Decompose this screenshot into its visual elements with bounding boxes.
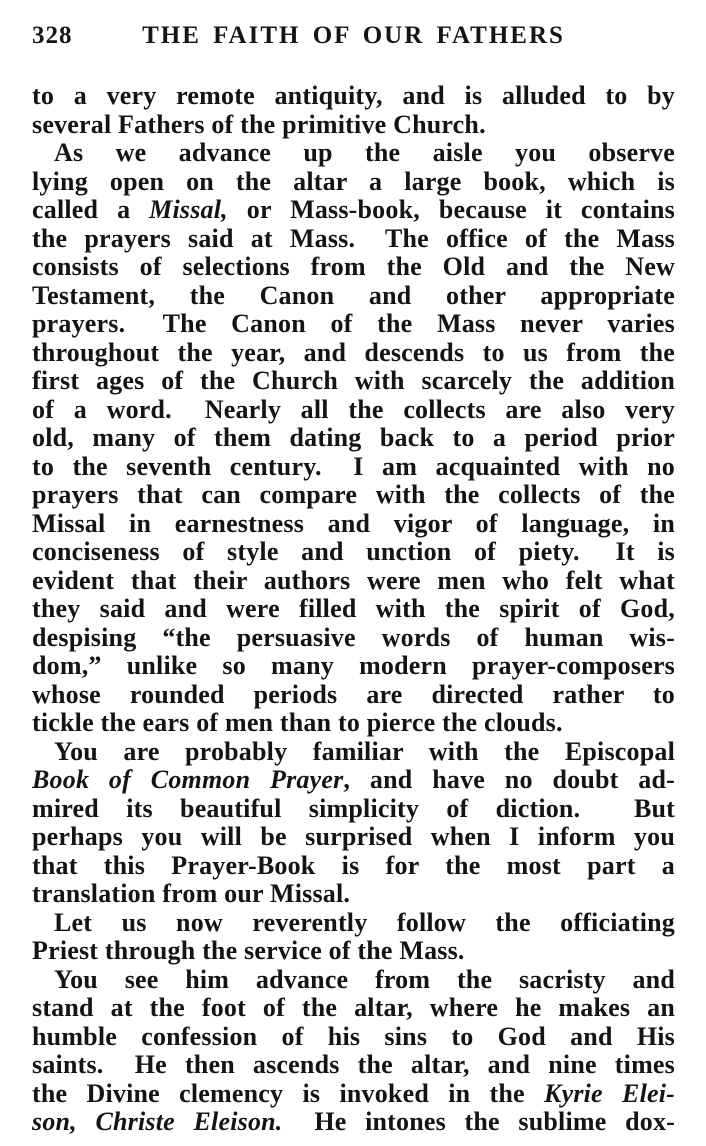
- text-segment: the Divine clemency is invoked in the: [32, 1079, 545, 1108]
- text-line: [32, 652, 675, 681]
- text-line: [32, 738, 675, 767]
- page-header: [32, 22, 675, 51]
- running-head-title: THE FAITH OF OUR FATHERS: [142, 22, 565, 49]
- page-number: 328: [32, 22, 73, 49]
- text-line: [32, 82, 675, 111]
- text-line: [32, 795, 675, 824]
- italic-text-segment: son, Christe Eleison.: [32, 1108, 283, 1136]
- text-segment: several Fathers of the primitive Church.: [32, 110, 486, 139]
- text-segment: prayers. The Canon of the Mass never varies: [32, 310, 675, 338]
- text-segment: Priest through the service of the Mass.: [32, 937, 465, 965]
- text-segment: to a very remote antiquity, and is alluded to by: [32, 82, 675, 110]
- text-line: [32, 624, 675, 653]
- text-line: [32, 1080, 675, 1109]
- text-line: [32, 253, 675, 282]
- text-line: [32, 994, 675, 1023]
- text-line: [32, 396, 675, 425]
- text-segment: conciseness of style and unction of piety. It is: [32, 538, 675, 566]
- text-segment: tickle the ears of men than to pierce the clouds.: [32, 709, 563, 737]
- text-segment: whose rounded periods are directed rather to: [32, 680, 675, 709]
- text-segment: stand at the foot of the altar, where he makes an: [32, 994, 675, 1022]
- text-line: [32, 880, 675, 909]
- text-line: [32, 310, 675, 339]
- text-segment: despising “the persuasive words of human wis-: [32, 623, 675, 652]
- text-segment: they said and were filled with the spirit of God,: [32, 595, 675, 623]
- text-segment: that this Prayer-Book is for the most part a: [32, 851, 675, 880]
- text-segment: first ages of the Church with scarcely the addition: [32, 367, 675, 395]
- italic-text-segment: Kyrie Elei-: [544, 1079, 675, 1108]
- text-line: [32, 367, 675, 396]
- text-line: [32, 282, 675, 311]
- text-segment: perhaps you will be surprised when I inform you: [32, 823, 675, 851]
- text-line: [32, 168, 675, 197]
- text-segment: Let us now reverently follow the officiating: [54, 908, 675, 937]
- text-line: [32, 966, 675, 995]
- text-line: [32, 111, 675, 140]
- italic-text-segment: Book of Common Prayer: [32, 766, 344, 794]
- page-body: [32, 82, 675, 1137]
- text-segment: evident that their authors were men who felt what: [32, 566, 675, 595]
- text-line: [32, 852, 675, 881]
- text-line: [32, 225, 675, 254]
- text-line: [32, 709, 675, 738]
- text-segment: You see him advance from the sacristy and: [54, 965, 675, 994]
- text-line: [32, 339, 675, 368]
- text-segment: of a word. Nearly all the collects are also very: [32, 395, 675, 424]
- text-line: [32, 937, 675, 966]
- text-line: [32, 538, 675, 567]
- text-segment: the prayers said at Mass. The office of the Mass: [32, 224, 675, 253]
- italic-text-segment: Missal,: [149, 196, 228, 224]
- text-segment: , and have no doubt ad-: [343, 766, 675, 794]
- text-line: [32, 909, 675, 938]
- text-segment: translation from our Missal.: [32, 880, 351, 908]
- text-segment: As we advance up the aisle you observe: [54, 139, 675, 167]
- text-segment: to the seventh century. I am acquainted with no: [32, 452, 675, 481]
- text-segment: Testament, the Canon and other appropriate: [32, 281, 675, 310]
- text-segment: humble confession of his sins to God and His: [32, 1022, 675, 1051]
- text-line: [32, 823, 675, 852]
- text-segment: old, many of them dating back to a period prior: [32, 424, 675, 452]
- text-segment: throughout the year, and descends to us from the: [32, 338, 675, 367]
- text-segment: prayers that can compare with the collects of the: [32, 481, 675, 509]
- text-line: [32, 766, 675, 795]
- text-line: [32, 595, 675, 624]
- text-line: [32, 510, 675, 539]
- text-line: [32, 139, 675, 168]
- text-segment: consists of selections from the Old and the New: [32, 253, 675, 281]
- text-line: [32, 196, 675, 225]
- text-segment: mired its beautiful simplicity of diction. But: [32, 794, 675, 823]
- text-segment: You are probably familiar with the Episcopal: [54, 737, 675, 766]
- text-line: [32, 481, 675, 510]
- text-segment: dom,” unlike so many modern prayer-composers: [32, 652, 675, 680]
- text-segment: lying open on the altar a large book, which is: [32, 167, 675, 196]
- text-segment: called a: [32, 196, 150, 224]
- text-segment: or Mass-book, because it contains: [227, 196, 675, 224]
- text-segment: saints. He then ascends the altar, and nine times: [32, 1051, 675, 1079]
- text-segment: Missal in earnestness and vigor of language, in: [32, 509, 675, 538]
- text-line: [32, 1023, 675, 1052]
- text-line: [32, 424, 675, 453]
- text-line: [32, 453, 675, 482]
- text-line: [32, 1108, 675, 1137]
- text-line: [32, 567, 675, 596]
- text-line: [32, 1051, 675, 1080]
- text-line: [32, 681, 675, 710]
- text-segment: He intones the sublime dox-: [282, 1108, 675, 1136]
